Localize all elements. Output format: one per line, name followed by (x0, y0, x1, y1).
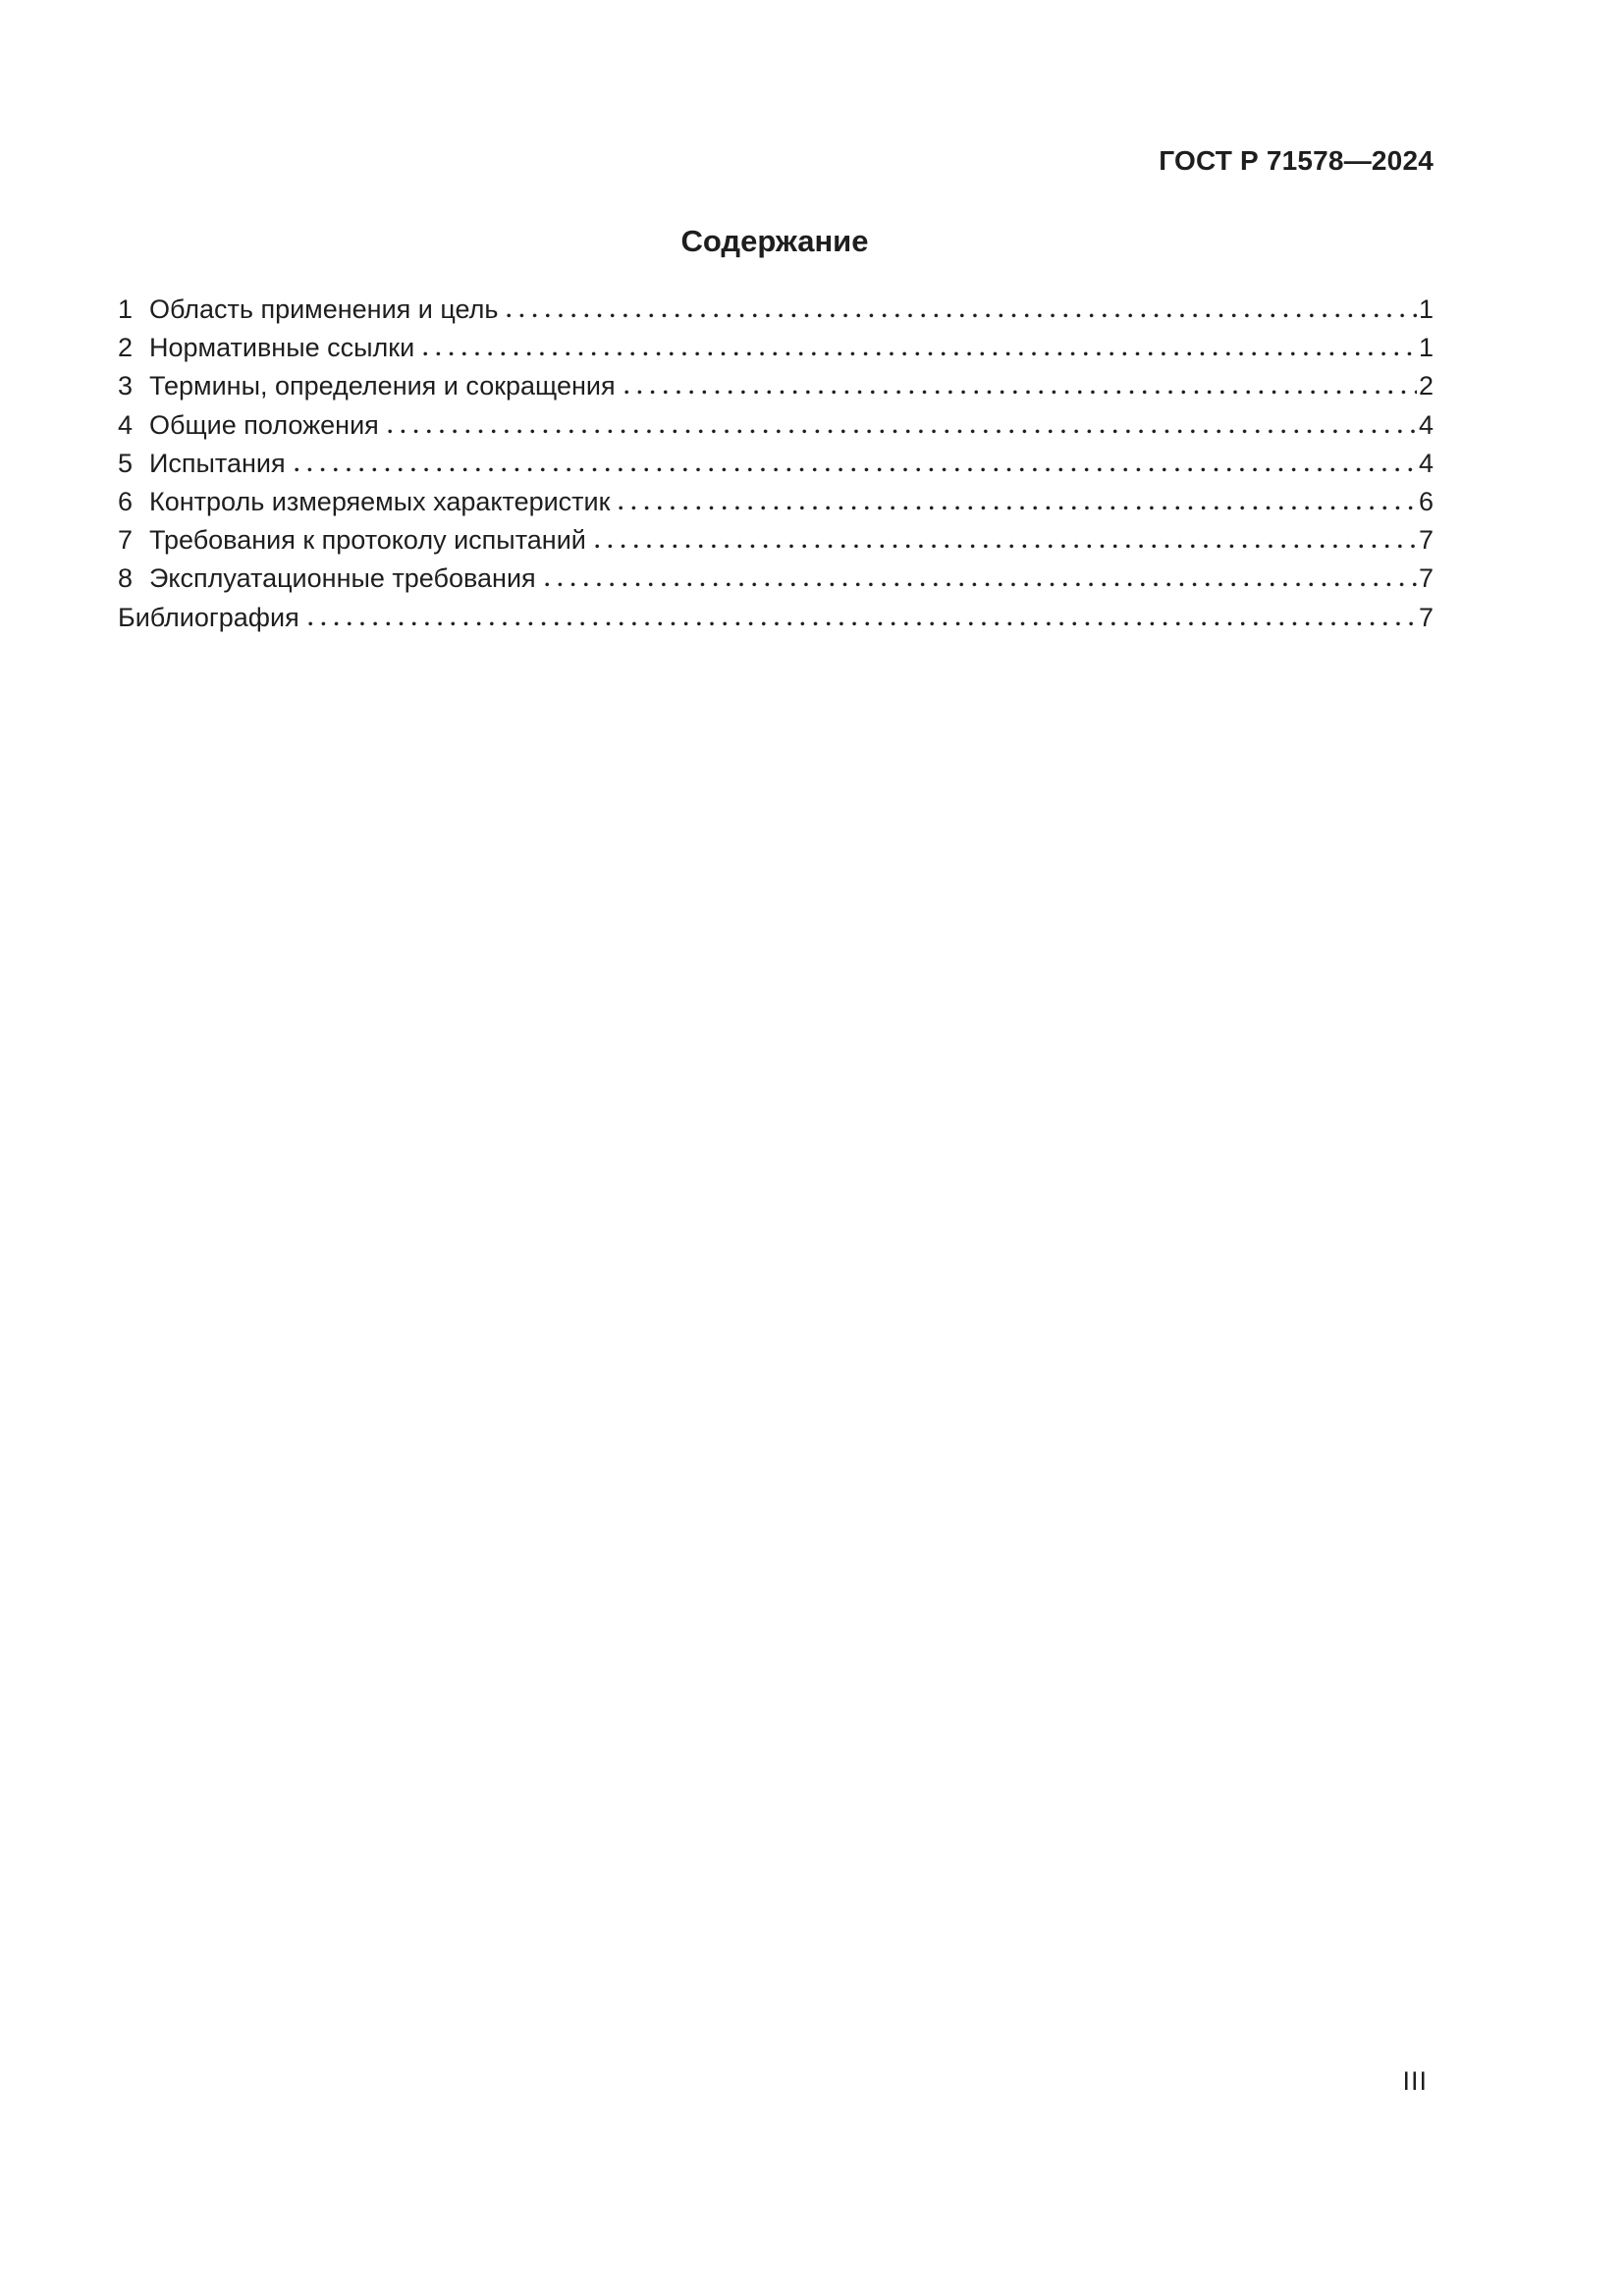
toc-entry (118, 291, 1434, 329)
toc-entry-label: Термины, определения и сокращения (149, 371, 616, 401)
toc-entry-page: 4 (1418, 448, 1434, 478)
toc-entry-page: 7 (1418, 602, 1434, 632)
toc-entry-page: 2 (1418, 371, 1434, 401)
dot-leader (507, 313, 1416, 318)
toc-entry-number: 3 (118, 371, 134, 401)
dot-leader (295, 467, 1417, 472)
toc-entry-number: 7 (118, 525, 134, 556)
folio-page-number: III (1402, 2066, 1428, 2096)
dot-leader (624, 390, 1417, 395)
dot-leader (545, 582, 1417, 587)
toc-entry-label: Испытания (149, 448, 286, 478)
toc-entry-label: Библиография (118, 602, 299, 632)
toc-entry-page: 1 (1418, 294, 1434, 324)
toc-entry-number: 4 (118, 409, 134, 440)
dot-leader (388, 429, 1417, 434)
toc-entry (118, 560, 1434, 598)
toc-entry (118, 521, 1434, 560)
toc-entry-page: 4 (1418, 409, 1434, 440)
toc-entry (118, 406, 1434, 445)
dot-leader (619, 506, 1417, 510)
toc-entry (118, 445, 1434, 483)
toc-entry-page: 7 (1418, 563, 1434, 594)
toc-entry-page: 7 (1418, 525, 1434, 556)
toc-entry (118, 367, 1434, 405)
toc-entry-number: 8 (118, 563, 134, 594)
toc-entry (118, 483, 1434, 521)
toc-entry (118, 329, 1434, 367)
toc-entry-label: Эксплуатационные требования (149, 563, 536, 594)
toc-entry-page: 1 (1418, 333, 1434, 363)
toc-entry-number: 6 (118, 486, 134, 516)
dot-leader (423, 351, 1417, 356)
toc-entry-label: Требования к протоколу испытаний (149, 525, 586, 556)
dot-leader (308, 621, 1417, 626)
table-of-contents (118, 291, 1434, 637)
toc-entry-page: 6 (1418, 486, 1434, 516)
toc-entry-label: Нормативные ссылки (149, 333, 415, 363)
dot-leader (595, 544, 1417, 549)
toc-entry-number: 2 (118, 333, 134, 363)
toc-entry-number: 5 (118, 448, 134, 478)
toc-entry (118, 599, 1434, 637)
toc-entry-number: 1 (118, 294, 134, 324)
toc-entry-label: Область применения и цель (149, 294, 499, 324)
page-title: Содержание (680, 224, 869, 258)
toc-entry-label: Общие положения (149, 409, 379, 440)
toc-entry-label: Контроль измеряемых характеристик (149, 486, 611, 516)
standard-code-header: ГОСТ Р 71578—2024 (1159, 145, 1434, 176)
